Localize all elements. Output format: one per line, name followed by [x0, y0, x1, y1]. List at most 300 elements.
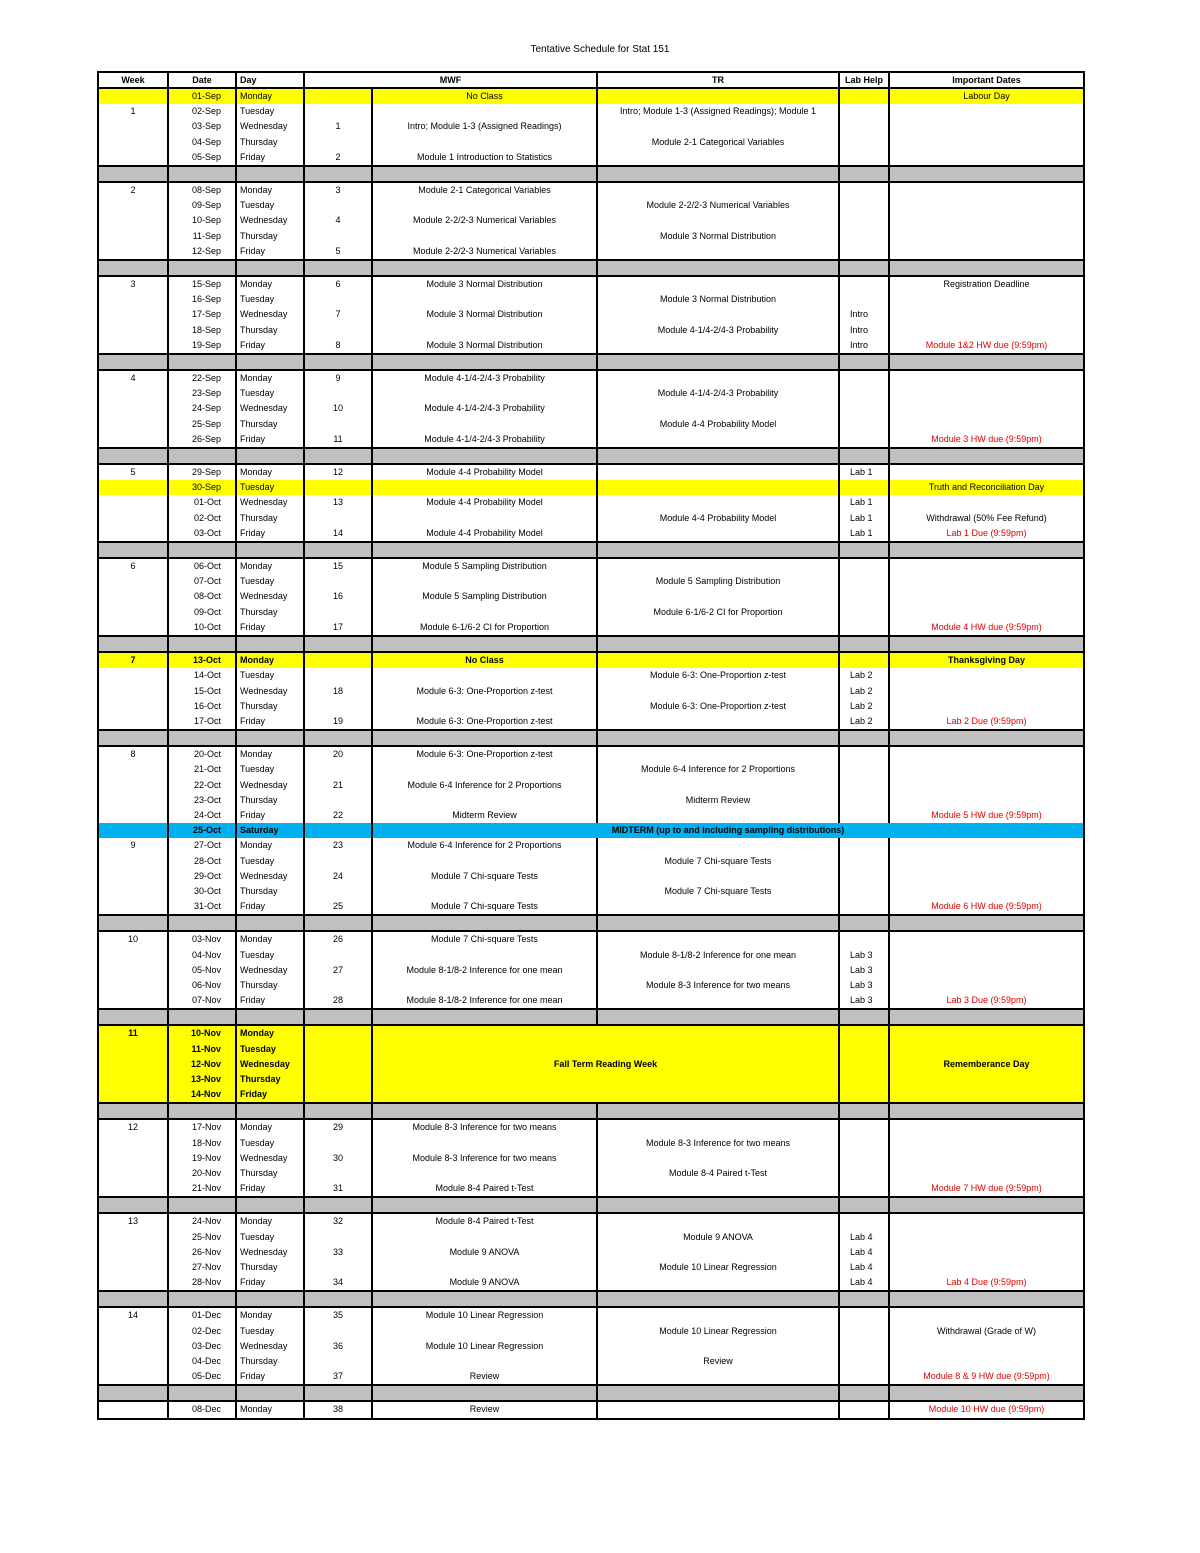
date-cell: 27-Nov — [168, 1260, 236, 1275]
separator-cell — [889, 1291, 1084, 1307]
date-cell: 15-Sep — [168, 276, 236, 292]
day-cell: Saturday — [236, 823, 304, 838]
table-row — [98, 464, 1084, 480]
header-date: Date — [168, 72, 236, 88]
date-cell: 02-Sep — [168, 104, 236, 119]
tr-cell: Module 7 Chi-square Tests — [597, 854, 839, 869]
table-row — [98, 793, 1084, 808]
important-date-cell — [889, 684, 1084, 699]
separator-cell — [889, 1385, 1084, 1401]
lab-help-cell: Lab 4 — [839, 1260, 889, 1275]
date-cell: 01-Dec — [168, 1307, 236, 1323]
table-row — [98, 948, 1084, 963]
table-row — [98, 668, 1084, 683]
week-cell — [98, 1339, 168, 1354]
date-cell: 01-Sep — [168, 88, 236, 104]
date-cell: 11-Sep — [168, 229, 236, 244]
mwf-cell: Module 3 Normal Distribution — [372, 307, 597, 322]
lecture-number-cell: 9 — [304, 370, 372, 386]
day-cell: Tuesday — [236, 1136, 304, 1151]
lab-help-cell — [839, 417, 889, 432]
tr-cell: Module 3 Normal Distribution — [597, 229, 839, 244]
reading-week-cell: Fall Term Reading Week — [372, 1025, 839, 1103]
day-cell: Wednesday — [236, 778, 304, 793]
separator-cell — [889, 542, 1084, 558]
lab-help-cell — [839, 198, 889, 213]
date-cell: 19-Nov — [168, 1151, 236, 1166]
important-date-cell — [889, 1230, 1084, 1245]
tr-cell — [597, 307, 839, 322]
mwf-cell: Module 4-1/4-2/4-3 Probability — [372, 432, 597, 448]
week-cell — [98, 1181, 168, 1197]
week-cell: 12 — [98, 1119, 168, 1135]
separator-cell — [168, 260, 236, 276]
lecture-number-cell: 3 — [304, 182, 372, 198]
separator-cell — [98, 166, 168, 182]
separator-cell — [597, 730, 839, 746]
week-cell — [98, 1136, 168, 1151]
table-row — [98, 229, 1084, 244]
week-cell — [98, 1354, 168, 1369]
separator-cell — [839, 1197, 889, 1213]
tr-cell — [597, 1307, 839, 1323]
week-cell — [98, 620, 168, 636]
mwf-cell: Review — [372, 1401, 597, 1418]
date-cell: 21-Nov — [168, 1181, 236, 1197]
table-row — [98, 899, 1084, 915]
lecture-number-cell — [304, 292, 372, 307]
date-cell: 21-Oct — [168, 762, 236, 777]
date-cell: 08-Sep — [168, 182, 236, 198]
lab-help-cell — [839, 620, 889, 636]
tr-cell — [597, 746, 839, 762]
lab-help-cell — [839, 854, 889, 869]
table-row — [98, 338, 1084, 354]
date-cell: 06-Nov — [168, 978, 236, 993]
mwf-cell: Module 4-4 Probability Model — [372, 495, 597, 510]
important-date-cell — [889, 1354, 1084, 1369]
lab-help-cell: Lab 4 — [839, 1245, 889, 1260]
mwf-cell — [372, 198, 597, 213]
tr-cell — [597, 808, 839, 823]
mwf-cell: Module 4-1/4-2/4-3 Probability — [372, 401, 597, 416]
due-date-cell: Lab 3 Due (9:59pm) — [889, 993, 1084, 1009]
table-row — [98, 978, 1084, 993]
week-cell — [98, 229, 168, 244]
day-cell: Wednesday — [236, 1339, 304, 1354]
date-cell: 13-Oct — [168, 652, 236, 668]
separator-cell — [236, 1009, 304, 1025]
date-cell: 27-Oct — [168, 838, 236, 853]
day-cell: Friday — [236, 1181, 304, 1197]
important-date-cell: Withdrawal (Grade of W) — [889, 1324, 1084, 1339]
date-cell: 30-Oct — [168, 884, 236, 899]
day-cell: Thursday — [236, 417, 304, 432]
header-tr: TR — [597, 72, 839, 88]
lab-help-cell — [839, 401, 889, 416]
separator-cell — [304, 730, 372, 746]
day-cell: Wednesday — [236, 213, 304, 228]
lecture-number-cell — [304, 88, 372, 104]
day-cell: Wednesday — [236, 495, 304, 510]
lab-help-cell — [839, 1151, 889, 1166]
lab-help-cell — [839, 778, 889, 793]
date-cell: 29-Oct — [168, 869, 236, 884]
due-date-cell: Lab 4 Due (9:59pm) — [889, 1275, 1084, 1291]
week-cell — [98, 480, 168, 495]
week-cell — [98, 762, 168, 777]
important-date-cell — [889, 1136, 1084, 1151]
separator-row — [98, 354, 1084, 370]
tr-cell — [597, 1401, 839, 1418]
day-cell: Thursday — [236, 229, 304, 244]
week-cell — [98, 1324, 168, 1339]
table-row — [98, 762, 1084, 777]
important-date-cell: Withdrawal (50% Fee Refund) — [889, 511, 1084, 526]
table-row — [98, 808, 1084, 823]
day-cell: Thursday — [236, 1354, 304, 1369]
date-cell: 06-Oct — [168, 558, 236, 574]
separator-row — [98, 730, 1084, 746]
mwf-cell: Module 8-1/8-2 Inference for one mean — [372, 993, 597, 1009]
separator-cell — [889, 730, 1084, 746]
due-date-cell: Module 5 HW due (9:59pm) — [889, 808, 1084, 823]
lab-help-cell — [839, 793, 889, 808]
separator-cell — [889, 1009, 1084, 1025]
important-date-cell — [889, 931, 1084, 947]
separator-cell — [839, 1103, 889, 1119]
day-cell: Wednesday — [236, 684, 304, 699]
lecture-number-cell: 13 — [304, 495, 372, 510]
day-cell: Friday — [236, 1275, 304, 1291]
mwf-cell: Module 5 Sampling Distribution — [372, 589, 597, 604]
separator-cell — [839, 448, 889, 464]
important-date-cell — [889, 762, 1084, 777]
lab-help-cell — [839, 558, 889, 574]
separator-cell — [372, 1197, 597, 1213]
table-row — [98, 746, 1084, 762]
separator-cell — [168, 542, 236, 558]
week-cell — [98, 1401, 168, 1418]
date-cell: 10-Sep — [168, 213, 236, 228]
lecture-number-cell — [304, 229, 372, 244]
lecture-number-cell — [304, 668, 372, 683]
day-cell: Thursday — [236, 884, 304, 899]
due-date-cell: Module 3 HW due (9:59pm) — [889, 432, 1084, 448]
day-cell: Friday — [236, 620, 304, 636]
date-cell: 04-Dec — [168, 1354, 236, 1369]
lab-help-cell — [839, 370, 889, 386]
lab-help-cell: Lab 1 — [839, 511, 889, 526]
table-row — [98, 963, 1084, 978]
lab-help-cell — [839, 1369, 889, 1385]
separator-cell — [839, 354, 889, 370]
table-row — [98, 104, 1084, 119]
day-cell: Tuesday — [236, 104, 304, 119]
lab-help-cell — [839, 229, 889, 244]
important-date-cell — [889, 668, 1084, 683]
separator-cell — [597, 166, 839, 182]
table-row — [98, 714, 1084, 730]
mwf-cell: Module 6-3: One-Proportion z-test — [372, 684, 597, 699]
week-cell: 5 — [98, 464, 168, 480]
week-cell — [98, 948, 168, 963]
tr-cell: Module 6-1/6-2 CI for Proportion — [597, 605, 839, 620]
lecture-number-cell — [304, 323, 372, 338]
table-row — [98, 1181, 1084, 1197]
lecture-number-cell — [304, 699, 372, 714]
separator-cell — [98, 354, 168, 370]
tr-cell — [597, 931, 839, 947]
lecture-number-cell — [304, 135, 372, 150]
tr-cell — [597, 338, 839, 354]
week-cell: 14 — [98, 1307, 168, 1323]
week-cell — [98, 1369, 168, 1385]
mwf-cell — [372, 480, 597, 495]
mwf-cell: Module 3 Normal Distribution — [372, 338, 597, 354]
separator-cell — [168, 1103, 236, 1119]
date-cell: 22-Oct — [168, 778, 236, 793]
lab-help-cell — [839, 244, 889, 260]
date-cell: 17-Sep — [168, 307, 236, 322]
separator-cell — [889, 1103, 1084, 1119]
table-row — [98, 884, 1084, 899]
lecture-number-cell: 36 — [304, 1339, 372, 1354]
tr-cell — [597, 432, 839, 448]
important-date-cell — [889, 884, 1084, 899]
table-row — [98, 1025, 1084, 1041]
lecture-number-cell: 14 — [304, 526, 372, 542]
table-row — [98, 1369, 1084, 1385]
mwf-cell: Module 7 Chi-square Tests — [372, 931, 597, 947]
tr-cell — [597, 1213, 839, 1229]
separator-cell — [236, 542, 304, 558]
lab-help-cell: Lab 2 — [839, 714, 889, 730]
lecture-number-cell — [304, 605, 372, 620]
week-cell — [98, 823, 168, 838]
week-cell — [98, 993, 168, 1009]
date-cell: 01-Oct — [168, 495, 236, 510]
lecture-number-cell: 24 — [304, 869, 372, 884]
lab-help-cell — [839, 386, 889, 401]
document-title: Tentative Schedule for Stat 151 — [530, 44, 670, 55]
day-cell: Thursday — [236, 323, 304, 338]
tr-cell: Module 8-3 Inference for two means — [597, 978, 839, 993]
tr-cell — [597, 714, 839, 730]
day-cell: Friday — [236, 993, 304, 1009]
important-date-cell — [889, 746, 1084, 762]
table-row — [98, 495, 1084, 510]
tr-cell — [597, 1245, 839, 1260]
mwf-cell — [372, 1260, 597, 1275]
date-cell: 28-Oct — [168, 854, 236, 869]
lab-help-cell — [839, 838, 889, 853]
mwf-cell — [372, 1166, 597, 1181]
mwf-cell: Module 9 ANOVA — [372, 1275, 597, 1291]
table-row — [98, 1136, 1084, 1151]
separator-cell — [236, 1103, 304, 1119]
separator-cell — [372, 1291, 597, 1307]
week-cell: 13 — [98, 1213, 168, 1229]
table-row — [98, 931, 1084, 947]
separator-cell — [168, 1291, 236, 1307]
separator-cell — [839, 166, 889, 182]
lecture-number-cell — [304, 1025, 372, 1103]
tr-cell — [597, 495, 839, 510]
lecture-number-cell — [304, 511, 372, 526]
week-cell — [98, 589, 168, 604]
mwf-cell: No Class — [372, 88, 597, 104]
lab-help-cell — [839, 1213, 889, 1229]
mwf-cell — [372, 104, 597, 119]
table-row — [98, 480, 1084, 495]
mwf-cell — [372, 417, 597, 432]
lecture-number-cell: 17 — [304, 620, 372, 636]
due-date-cell: Module 10 HW due (9:59pm) — [889, 1401, 1084, 1418]
separator-cell — [889, 448, 1084, 464]
day-cell: Friday — [236, 338, 304, 354]
important-date-cell: Rememberance Day — [889, 1025, 1084, 1103]
mwf-cell: Module 2-2/2-3 Numerical Variables — [372, 213, 597, 228]
separator-row — [98, 636, 1084, 652]
date-cell: 04-Nov — [168, 948, 236, 963]
table-row — [98, 386, 1084, 401]
important-date-cell — [889, 963, 1084, 978]
day-cell: Monday — [236, 182, 304, 198]
separator-cell — [597, 448, 839, 464]
tr-cell — [597, 370, 839, 386]
separator-cell — [304, 354, 372, 370]
day-cell: Tuesday — [236, 762, 304, 777]
date-cell: 09-Sep — [168, 198, 236, 213]
table-row — [98, 292, 1084, 307]
separator-cell — [839, 1291, 889, 1307]
separator-cell — [304, 1197, 372, 1213]
separator-cell — [236, 1291, 304, 1307]
week-cell — [98, 135, 168, 150]
lecture-number-cell: 18 — [304, 684, 372, 699]
tr-cell — [597, 401, 839, 416]
lecture-number-cell — [304, 104, 372, 119]
important-date-cell — [889, 150, 1084, 166]
tr-cell — [597, 620, 839, 636]
separator-cell — [372, 1009, 597, 1025]
important-date-cell — [889, 495, 1084, 510]
mwf-cell: Midterm Review — [372, 808, 597, 823]
tr-cell: Module 4-1/4-2/4-3 Probability — [597, 323, 839, 338]
table-row — [98, 1230, 1084, 1245]
tr-cell — [597, 1151, 839, 1166]
week-cell: 7 — [98, 652, 168, 668]
table-row — [98, 620, 1084, 636]
separator-cell — [372, 1385, 597, 1401]
lecture-number-cell: 15 — [304, 558, 372, 574]
lab-help-cell — [839, 1136, 889, 1151]
tr-cell — [597, 684, 839, 699]
separator-cell — [839, 915, 889, 931]
day-cell: Friday — [236, 1369, 304, 1385]
tr-cell: Module 8-1/8-2 Inference for one mean — [597, 948, 839, 963]
week-cell — [98, 401, 168, 416]
day-cell: Thursday — [236, 1072, 304, 1087]
week-cell — [98, 778, 168, 793]
lab-help-cell — [839, 182, 889, 198]
day-cell: Tuesday — [236, 480, 304, 495]
separator-cell — [889, 915, 1084, 931]
table-row — [98, 1119, 1084, 1135]
day-cell: Friday — [236, 244, 304, 260]
separator-cell — [597, 260, 839, 276]
date-cell: 24-Sep — [168, 401, 236, 416]
week-cell — [98, 495, 168, 510]
mwf-cell — [372, 511, 597, 526]
header-week: Week — [98, 72, 168, 88]
lecture-number-cell: 25 — [304, 899, 372, 915]
date-cell: 20-Nov — [168, 1166, 236, 1181]
separator-cell — [372, 166, 597, 182]
date-cell: 18-Sep — [168, 323, 236, 338]
week-cell: 8 — [98, 746, 168, 762]
week-cell — [98, 244, 168, 260]
date-cell: 23-Oct — [168, 793, 236, 808]
day-cell: Wednesday — [236, 401, 304, 416]
table-row — [98, 589, 1084, 604]
mwf-cell — [372, 292, 597, 307]
lecture-number-cell: 27 — [304, 963, 372, 978]
header-row — [98, 72, 1084, 88]
day-cell: Monday — [236, 88, 304, 104]
week-cell — [98, 1151, 168, 1166]
table-row — [98, 558, 1084, 574]
separator-cell — [597, 354, 839, 370]
important-date-cell — [889, 1245, 1084, 1260]
day-cell: Monday — [236, 746, 304, 762]
lab-help-cell — [839, 589, 889, 604]
day-cell: Monday — [236, 838, 304, 853]
table-row — [98, 699, 1084, 714]
mwf-cell: No Class — [372, 652, 597, 668]
important-date-cell — [889, 558, 1084, 574]
date-cell: 12-Sep — [168, 244, 236, 260]
week-cell — [98, 714, 168, 730]
separator-cell — [597, 1291, 839, 1307]
separator-cell — [168, 354, 236, 370]
table-row — [98, 854, 1084, 869]
mwf-cell — [372, 1354, 597, 1369]
week-cell — [98, 213, 168, 228]
separator-cell — [372, 260, 597, 276]
tr-cell — [597, 244, 839, 260]
lecture-number-cell — [304, 652, 372, 668]
separator-cell — [168, 1009, 236, 1025]
separator-cell — [98, 260, 168, 276]
separator-row — [98, 448, 1084, 464]
day-cell: Tuesday — [236, 1324, 304, 1339]
date-cell: 11-Nov — [168, 1042, 236, 1057]
tr-cell: Module 8-3 Inference for two means — [597, 1136, 839, 1151]
week-cell — [98, 1057, 168, 1072]
lecture-number-cell — [304, 948, 372, 963]
day-cell: Monday — [236, 370, 304, 386]
mwf-cell — [372, 229, 597, 244]
separator-row — [98, 1009, 1084, 1025]
separator-cell — [236, 1197, 304, 1213]
week-cell — [98, 88, 168, 104]
date-cell: 29-Sep — [168, 464, 236, 480]
separator-row — [98, 260, 1084, 276]
important-date-cell — [889, 1339, 1084, 1354]
date-cell: 02-Dec — [168, 1324, 236, 1339]
